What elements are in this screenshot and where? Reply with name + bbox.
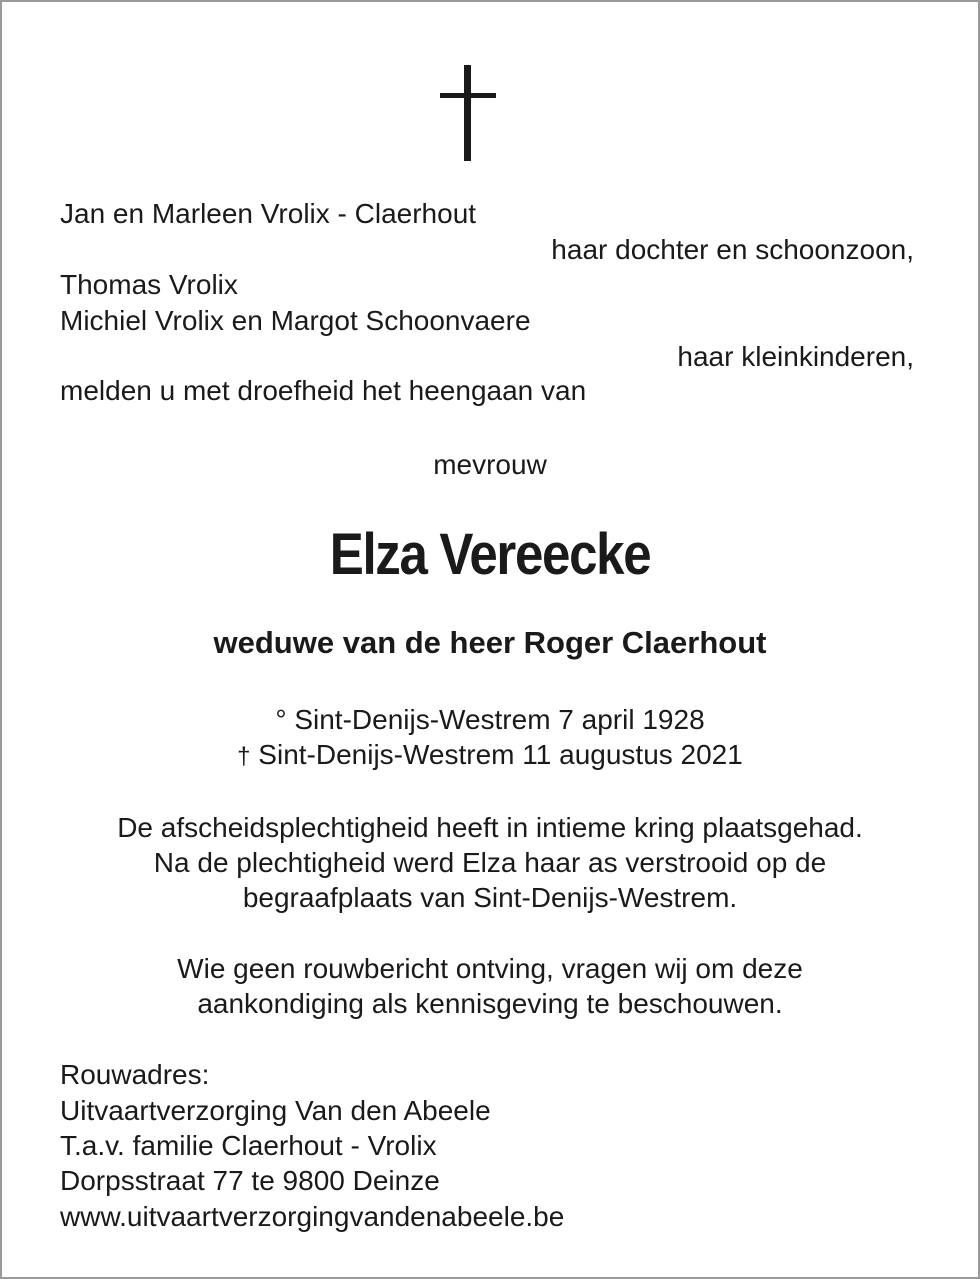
birth-details: Sint-Denijs-Westrem 7 april 1928 xyxy=(294,704,705,735)
deceased-title: mevrouw xyxy=(433,449,547,480)
relation-grandchildren: haar kleinkinderen, xyxy=(677,341,914,372)
family-line-grandson-2: Michiel Vrolix en Margot Schoonvaere xyxy=(60,305,531,336)
notice-line-1: Wie geen rouwbericht ontving, vragen wij om deze xyxy=(177,953,803,984)
ceremony-line-2: Na de plechtigheid werd Elza haar as verstrooid op de xyxy=(153,847,827,878)
address-street: Dorpsstraat 77 te 9800 Deinze xyxy=(60,1165,440,1196)
death-line xyxy=(2,738,978,774)
relation-daughter: haar dochter en schoonzoon, xyxy=(551,234,914,265)
birth-symbol: ° xyxy=(275,704,287,735)
death-cross-icon: † xyxy=(237,743,251,770)
death-details: Sint-Denijs-Westrem 11 augustus 2021 xyxy=(258,739,743,770)
deceased-name: Elza Vereecke xyxy=(329,522,651,587)
announcement-line: melden u met droefheid het heengaan van xyxy=(60,375,587,406)
notice-line-2: aankondiging als kennisgeving te beschouwen. xyxy=(197,988,783,1019)
ceremony-line-3: begraafplaats van Sint-Denijs-Westrem. xyxy=(242,882,738,913)
birth-line xyxy=(2,703,978,737)
ceremony-line-1: De afscheidsplechtigheid heeft in intieme kring plaatsgehad. xyxy=(117,812,863,843)
address-website[interactable]: www.uitvaartverzorgingvandenabeele.be xyxy=(60,1201,565,1232)
family-line-parents: Jan en Marleen Vrolix - Claerhout xyxy=(60,198,477,229)
address-company: Uitvaartverzorging Van den Abeele xyxy=(60,1095,491,1126)
address-label: Rouwadres: xyxy=(60,1059,210,1090)
family-line-grandson-1: Thomas Vrolix xyxy=(60,269,238,300)
address-attention: T.a.v. familie Claerhout - Vrolix xyxy=(60,1130,437,1161)
widow-of: weduwe van de heer Roger Claerhout xyxy=(213,625,767,660)
cross-icon xyxy=(440,65,496,161)
